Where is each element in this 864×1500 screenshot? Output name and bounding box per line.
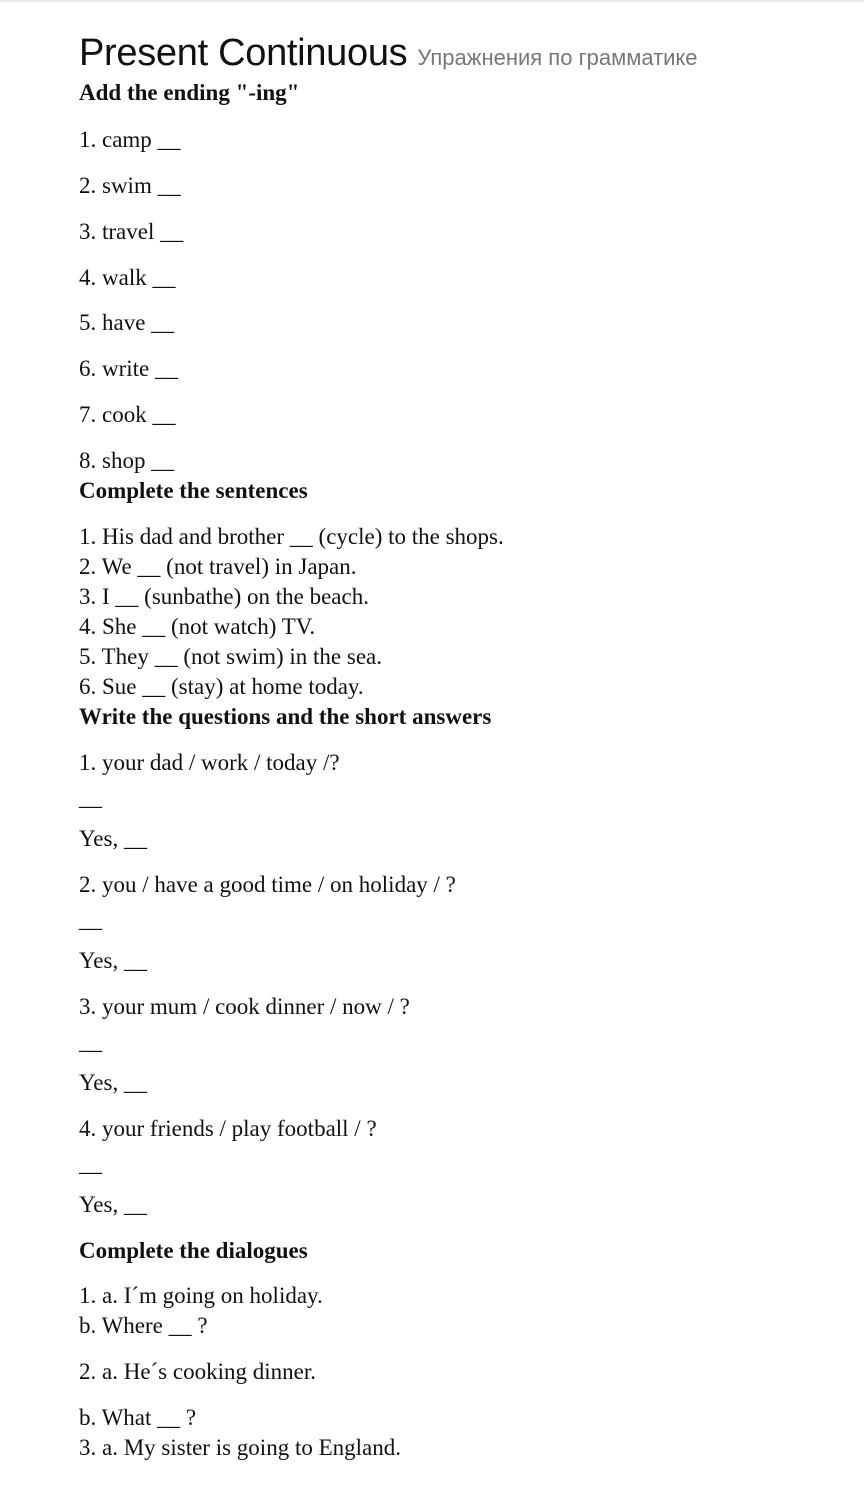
list-item: 3. travel __ xyxy=(79,219,184,244)
section-heading-questions: Write the questions and the short answers xyxy=(79,704,492,729)
list-item: Yes, __ xyxy=(79,948,147,973)
answer-blank: __ xyxy=(79,1151,102,1176)
section-heading-ing: Add the ending "-ing" xyxy=(79,80,300,105)
list-item: 4. walk __ xyxy=(79,265,176,290)
answer-blank: __ xyxy=(79,907,102,932)
list-item: 6. write __ xyxy=(79,356,179,381)
list-item: 2. We __ (not travel) in Japan. xyxy=(79,554,357,579)
list-item: 4. She __ (not watch) TV. xyxy=(79,614,316,639)
list-item: 2. you / have a good time / on holiday / ? xyxy=(79,872,456,897)
list-item: 5. They __ (not swim) in the sea. xyxy=(79,644,382,669)
list-item: 4. your friends / play football / ? xyxy=(79,1116,377,1141)
list-item: 1. camp __ xyxy=(79,127,181,152)
list-item: b. Where __ ? xyxy=(79,1313,208,1338)
list-item: 2. a. He´s cooking dinner. xyxy=(79,1359,316,1384)
list-item: Yes, __ xyxy=(79,1070,147,1095)
list-item: 6. Sue __ (stay) at home today. xyxy=(79,674,364,699)
list-item: b. What __ ? xyxy=(79,1405,197,1430)
list-item: 3. your mum / cook dinner / now / ? xyxy=(79,994,410,1019)
list-item: 5. have __ xyxy=(79,310,175,335)
worksheet-page xyxy=(79,2,839,1500)
list-item: 2. swim __ xyxy=(79,173,181,198)
answer-blank: __ xyxy=(79,1029,102,1054)
section-heading-sentences: Complete the sentences xyxy=(79,478,308,503)
list-item: 1. a. I´m going on holiday. xyxy=(79,1283,323,1308)
title-main: Present Continuous xyxy=(79,32,408,74)
list-item: 7. cook __ xyxy=(79,402,176,427)
list-item: 3. I __ (sunbathe) on the beach. xyxy=(79,584,369,609)
list-item: Yes, __ xyxy=(79,826,147,851)
title-subtitle: Упражнения по грамматике xyxy=(417,45,698,70)
list-item: Yes, __ xyxy=(79,1192,147,1217)
answer-blank: __ xyxy=(79,785,102,810)
list-item: 1. your dad / work / today /? xyxy=(79,750,340,775)
section-heading-dialogues: Complete the dialogues xyxy=(79,1238,308,1263)
list-item: 1. His dad and brother __ (cycle) to the shops. xyxy=(79,524,504,549)
list-item: 3. a. My sister is going to England. xyxy=(79,1435,401,1460)
page-title xyxy=(79,32,698,75)
list-item: 8. shop __ xyxy=(79,448,175,473)
